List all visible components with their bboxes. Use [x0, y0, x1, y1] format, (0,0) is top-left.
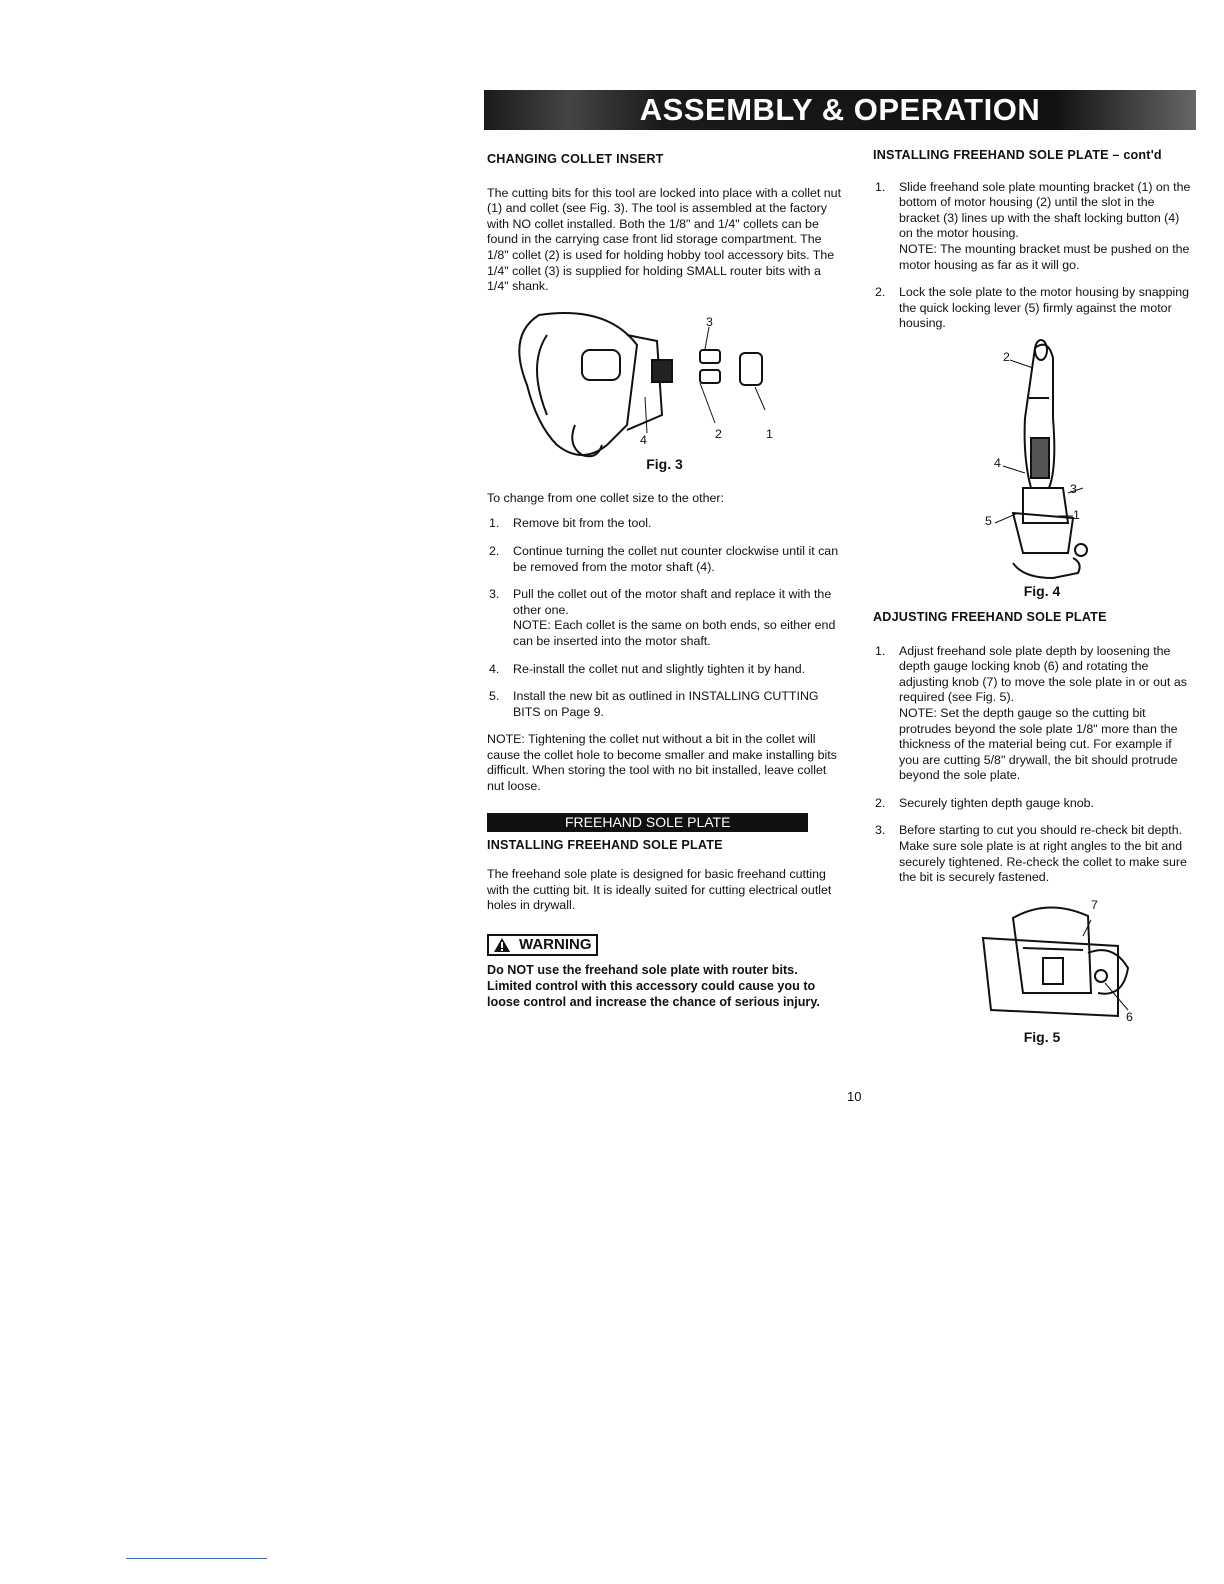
right-column [873, 148, 1191, 1048]
collet-diagram [487, 305, 842, 465]
page-number: 10 [847, 1089, 862, 1104]
adjust-steps-list [873, 644, 1191, 886]
list-item: 1. Slide freehand sole plate mounting bracket (1) on the bottom of motor housing (2) until the slot in the bracket (3) lines up with the shaft locking button (4) on the motor housing. NOTE: The mounting bracket must be pushed on the motor housing as far as it will go. [875, 179, 1191, 272]
fig4-label-2: 2 [1003, 349, 1010, 364]
page-title: ASSEMBLY & OPERATION [639, 92, 1041, 127]
list-item: 3. Before starting to cut you should re-check bit depth. Make sure sole plate is at right angles to the bit and securely tightened. Re-check the collet to make sure the bit is securely fastened. [875, 823, 1187, 885]
list-item: 2. Lock the sole plate to the motor housing by snapping the quick locking lever (5) firmly against the motor housing. [875, 285, 1189, 331]
fig4-label-5: 5 [985, 513, 992, 528]
installing-freehand-heading: INSTALLING FREEHAND SOLE PLATE [487, 837, 723, 852]
sole-plate-diagram [873, 338, 1191, 588]
fig3-label-1: 1 [766, 426, 773, 441]
footer-divider [126, 1558, 267, 1559]
fig3-label-3: 3 [706, 314, 713, 329]
collet-note: NOTE: Tightening the collet nut without a bit in the collet will cause the collet hole to become smaller and make installing bits difficult. When storing the tool with no bit installed, leave collet nut loose. [487, 732, 837, 794]
fig5-label-6: 6 [1126, 1009, 1133, 1024]
figure-5 [873, 898, 1191, 1048]
list-item: 2. Continue turning the collet nut counter clockwise until it can be removed from the motor shaft (4). [489, 543, 839, 574]
list-item: 1. Remove bit from the tool. [489, 516, 652, 531]
fig4-label-1: 1 [1073, 507, 1080, 522]
depth-adjust-diagram [873, 898, 1191, 1028]
list-item: 3. Pull the collet out of the motor shaft and replace it with the other one. NOTE: Each collet is the same on both ends, so either end can be inserted into the motor shaft. [489, 587, 836, 648]
figure-4 [873, 338, 1191, 610]
warning-label: WARNING [487, 934, 598, 956]
list-item: 1. Adjust freehand sole plate depth by loosening the depth gauge locking knob (6) and rotating the adjusting knob (7) to move the sole plate in or out as required (see Fig. 5). NOTE: Set the depth gauge so the cutting bit protrudes beyond the sole plate 1/8" more than the thickness of the material being cut. For example if you are cutting 5/8" drywall, the bit should protrude beyond the sole plate. [875, 643, 1187, 783]
collet-intro-paragraph: The cutting bits for this tool are locked into place with a collet nut (1) and collet (see Fig. 3). The tool is assembled at the factory with NO collet installed. Both the 1/8" and 1/4" collets can be found in the carrying case front lid storage compartment. The 1/8" collet (2) is used for holding hobby tool accessory bits. The 1/4" collet (3) is supplied for holding SMALL router bits with a 1/4" shank. [487, 185, 842, 294]
collet-steps-list [487, 516, 842, 720]
changing-collet-heading: CHANGING COLLET INSERT [487, 152, 664, 166]
warning-triangle-icon [493, 937, 511, 953]
freehand-intro: The freehand sole plate is designed for basic freehand cutting with the cutting bit. It is ideally suited for cutting electrical outlet holes in drywall. [487, 867, 832, 913]
change-intro: To change from one collet size to the other: [487, 490, 724, 505]
fig3-label-2: 2 [715, 426, 722, 441]
fig4-label-3: 3 [1070, 481, 1077, 496]
adjusting-heading: ADJUSTING FREEHAND SOLE PLATE [873, 609, 1107, 624]
list-item: 5. Install the new bit as outlined in INSTALLING CUTTING BITS on Page 9. [489, 689, 819, 719]
section-title-banner [484, 90, 1196, 130]
fig5-label-7: 7 [1091, 897, 1098, 912]
fig4-caption: Fig. 4 [1023, 582, 1061, 599]
list-item: 4. Re-install the collet nut and slightly tighten it by hand. [489, 661, 806, 676]
install-steps-list [873, 180, 1191, 332]
list-item: 2. Securely tighten depth gauge knob. [875, 795, 1094, 810]
fig3-caption: Fig. 3 [646, 455, 683, 472]
fig3-label-4: 4 [640, 432, 647, 447]
fig5-caption: Fig. 5 [1023, 1028, 1061, 1045]
fig4-label-4: 4 [994, 455, 1001, 470]
freehand-sole-plate-banner: FREEHAND SOLE PLATE [487, 813, 808, 832]
figure-3 [487, 305, 842, 481]
left-column [487, 152, 842, 1010]
warning-text: Do NOT use the freehand sole plate with router bits. Limited control with this accessory could cause you to loose control and increase the chance of serious injury. [487, 963, 820, 1010]
installing-contd-heading: INSTALLING FREEHAND SOLE PLATE – cont'd [873, 148, 1162, 162]
